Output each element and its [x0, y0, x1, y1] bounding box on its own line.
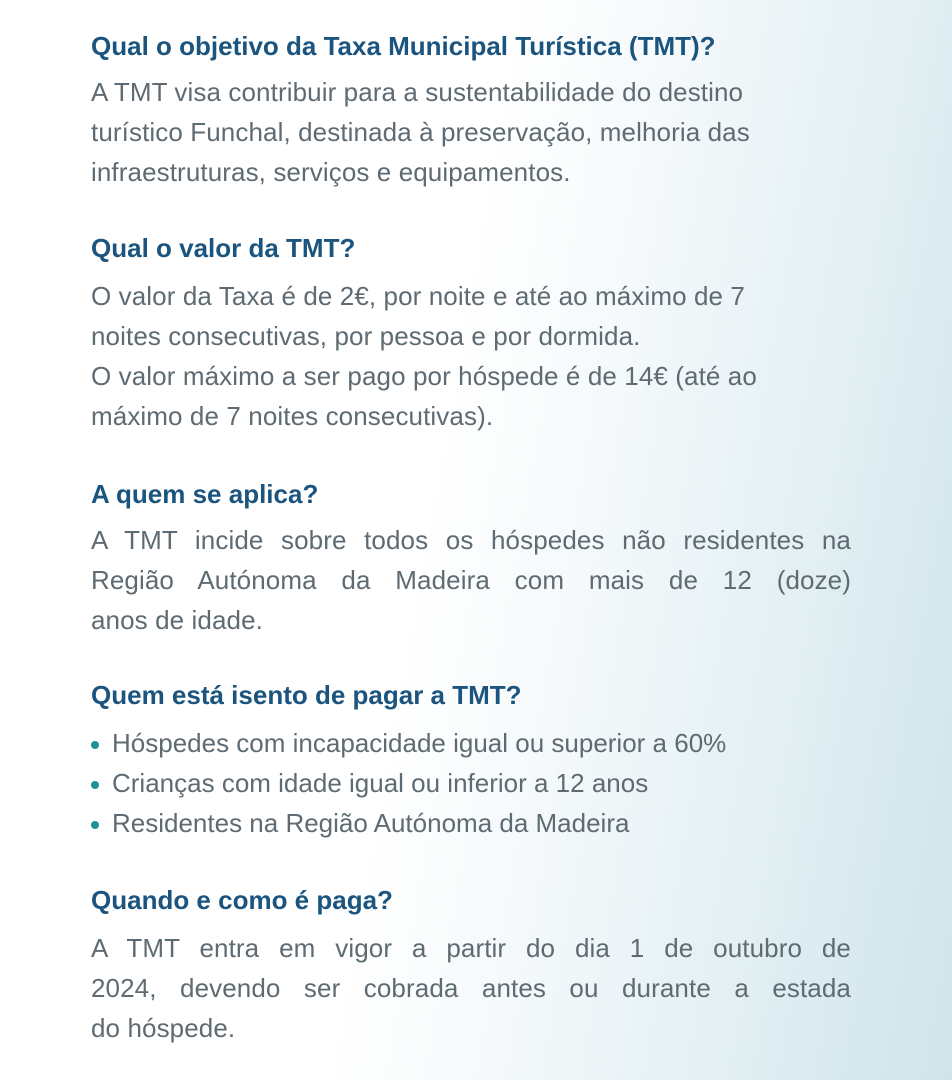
body-line: 2024, devendo ser cobrada antes ou durante a estada	[91, 973, 851, 1003]
faq-section-value	[91, 230, 851, 436]
list-item	[91, 763, 851, 803]
list-item-text: Crianças com idade igual ou inferior a 12 anos	[112, 768, 649, 798]
body-line: O valor da Taxa é de 2€, por noite e até ao máximo de 7	[91, 281, 745, 311]
exemption-list	[91, 723, 851, 843]
list-item	[91, 723, 851, 763]
faq-section-objective	[91, 28, 851, 192]
section-heading: Qual o objetivo da Taxa Municipal Turística (TMT)?	[91, 31, 716, 61]
list-item-text: Hóspedes com incapacidade igual ou superior a 60%	[112, 728, 727, 758]
body-line: A TMT entra em vigor a partir do dia 1 de outubro de	[91, 933, 851, 963]
body-line: máximo de 7 noites consecutivas).	[91, 401, 494, 431]
body-line: do hóspede.	[91, 1013, 236, 1043]
body-line: noites consecutivas, por pessoa e por dormida.	[91, 321, 641, 351]
body-line: infraestruturas, serviços e equipamentos.	[91, 157, 571, 187]
section-heading: Qual o valor da TMT?	[91, 233, 356, 263]
faq-section-when-how	[91, 882, 851, 1048]
body-line: A TMT incide sobre todos os hóspedes não residentes na	[91, 525, 851, 555]
faq-section-exemptions	[91, 677, 851, 843]
section-body	[91, 928, 851, 1048]
section-body	[91, 72, 851, 192]
section-heading: Quem está isento de pagar a TMT?	[91, 680, 522, 710]
bullet-icon	[91, 741, 99, 749]
body-line: A TMT visa contribuir para a sustentabilidade do destino	[91, 77, 744, 107]
bullet-icon	[91, 781, 99, 789]
faq-section-applies-to	[91, 476, 851, 640]
bullet-icon	[91, 821, 99, 829]
list-item	[91, 803, 851, 843]
section-heading: Quando e como é paga?	[91, 885, 393, 915]
section-body	[91, 520, 851, 640]
list-item-text: Residentes na Região Autónoma da Madeira	[112, 808, 630, 838]
body-line: Região Autónoma da Madeira com mais de 12 (doze)	[91, 565, 851, 595]
body-line: turístico Funchal, destinada à preservação, melhoria das	[91, 117, 750, 147]
body-line: anos de idade.	[91, 605, 263, 635]
body-line: O valor máximo a ser pago por hóspede é de 14€ (até ao	[91, 361, 757, 391]
section-heading: A quem se aplica?	[91, 479, 319, 509]
section-body	[91, 276, 851, 436]
